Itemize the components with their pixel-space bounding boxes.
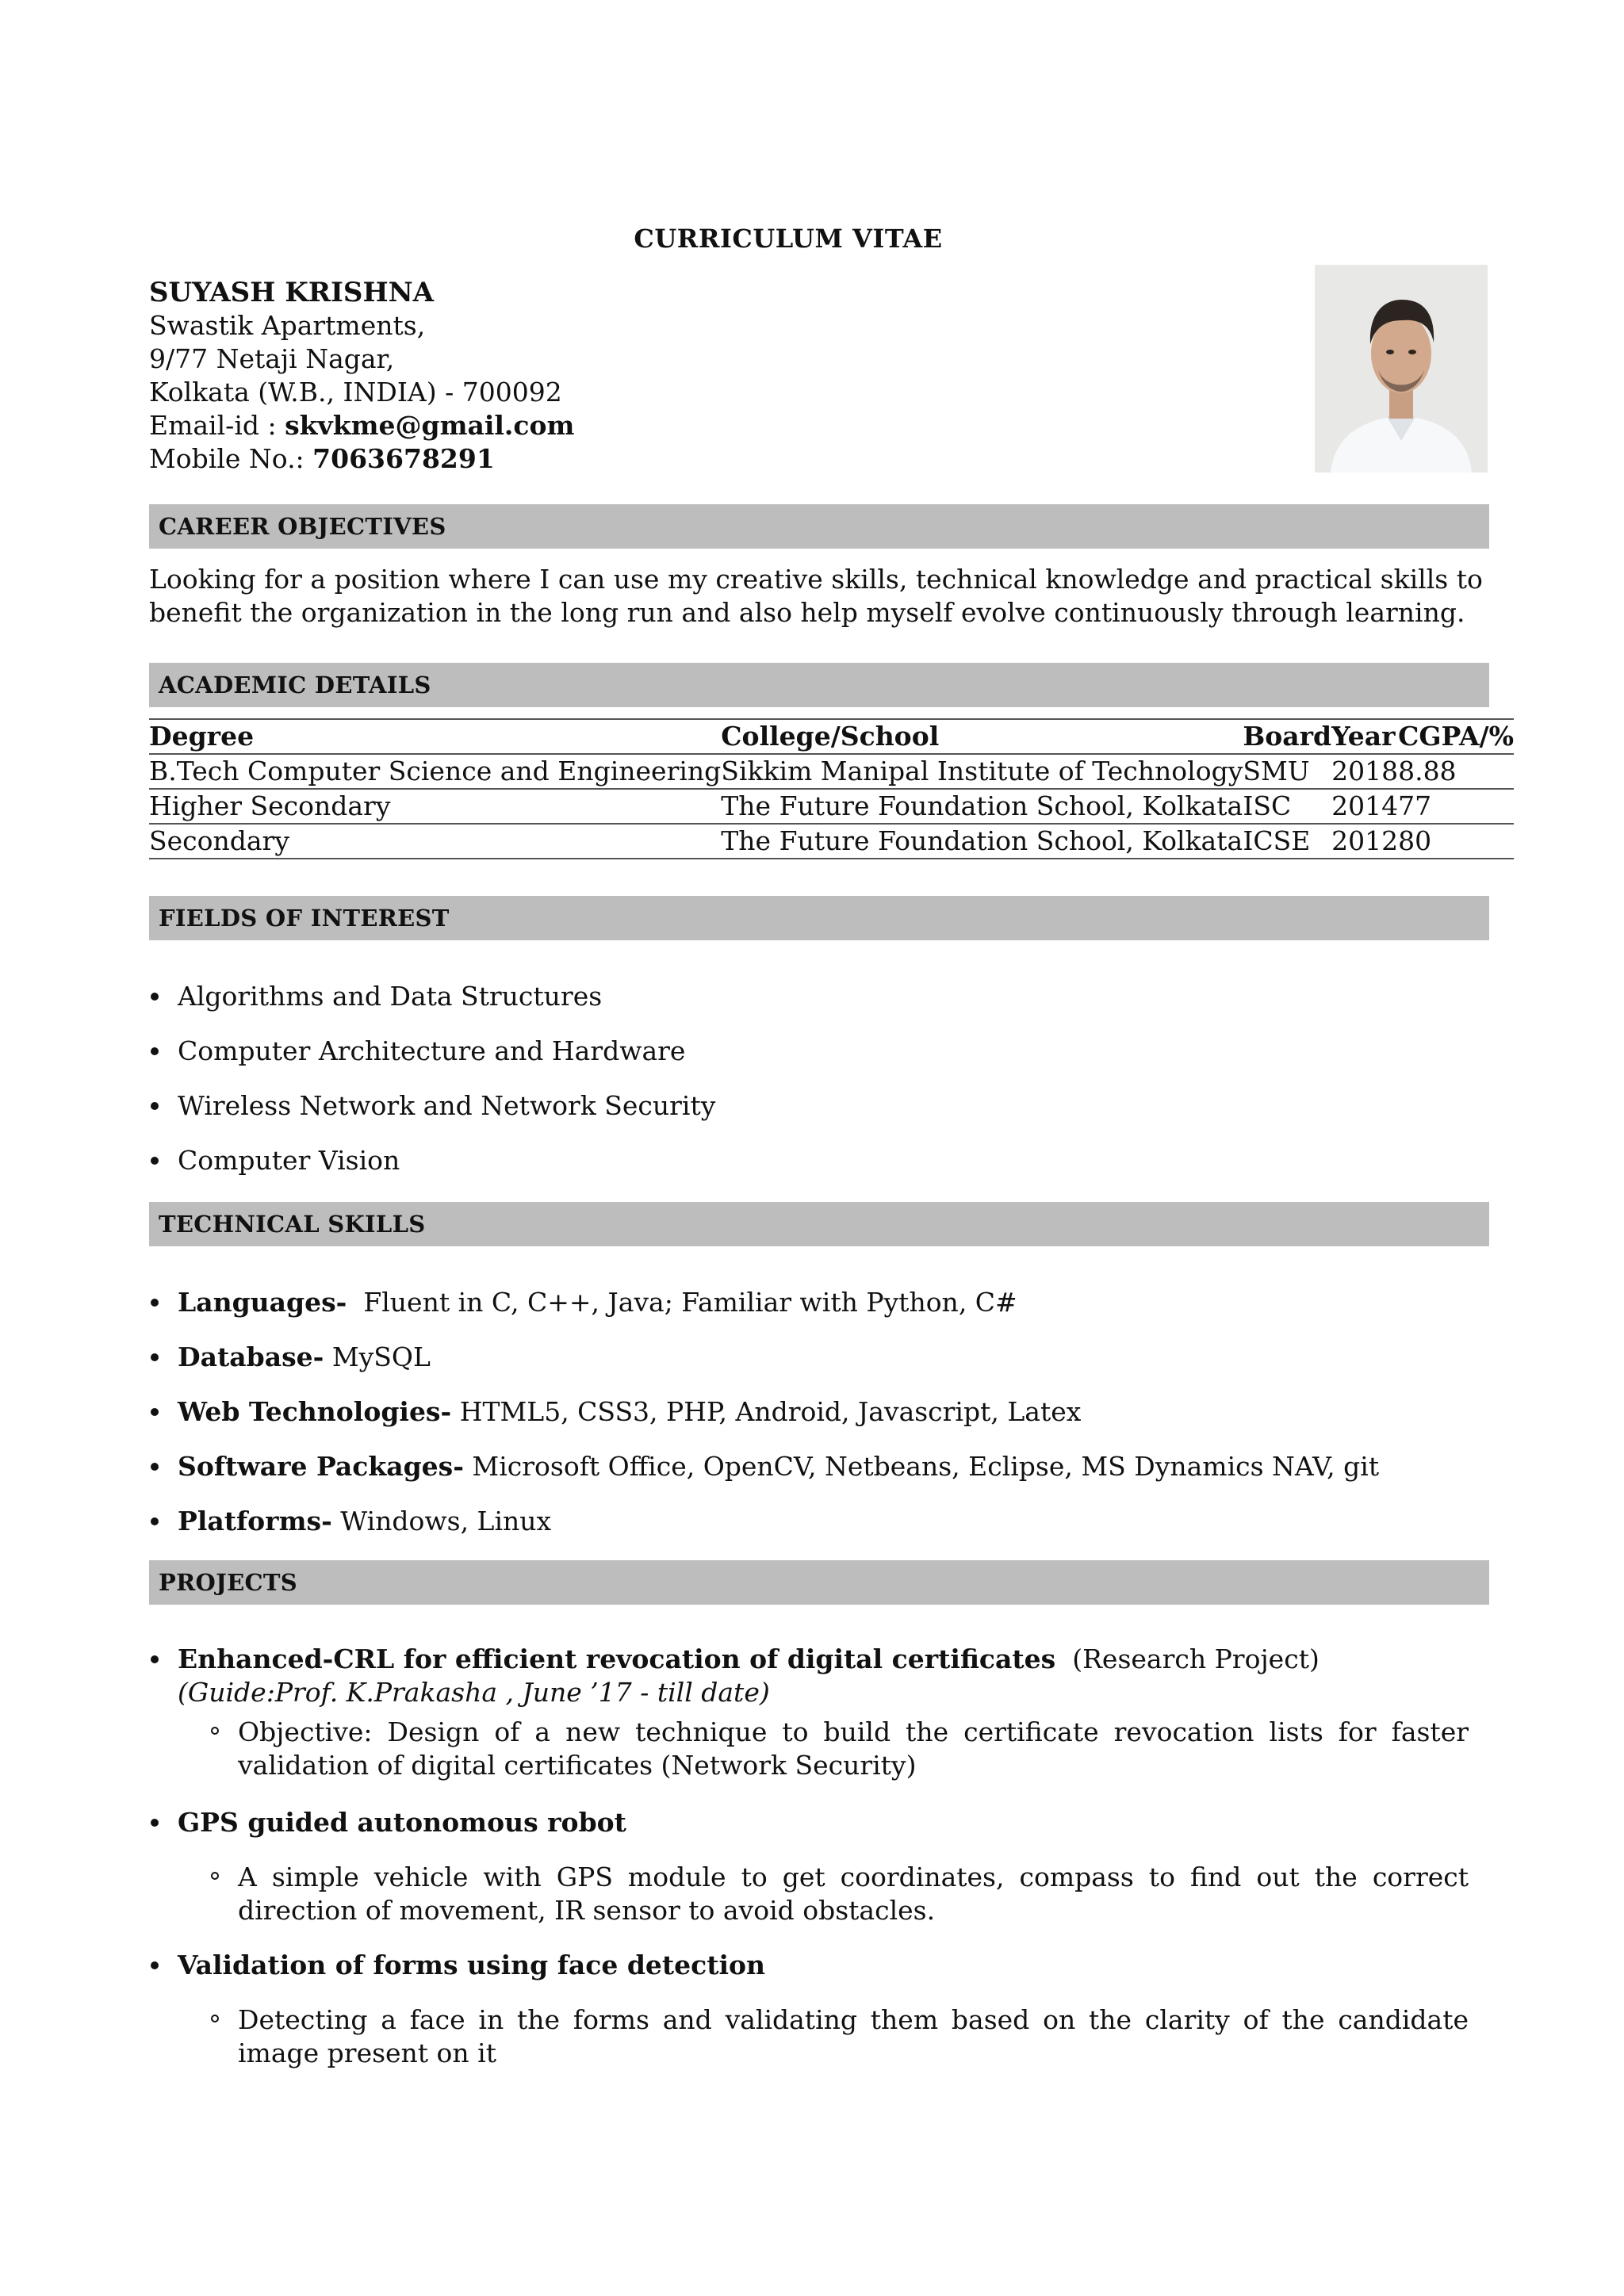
cgpa-cell: 77 [1398,790,1432,821]
project-detail-text: Detecting a face in the forms and validating them based on the clarity of the candidate image present on it [238,2004,1469,2068]
degree-cell: B.Tech Computer Science and Engineering [149,756,722,786]
bullet-icon [151,1299,159,1307]
sub-bullet-icon [211,1872,219,1880]
project-detail [149,1861,1469,1927]
project-title: Validation of forms using face detection [178,1950,766,1980]
skill-label: Web Technologies- [178,1396,452,1427]
board-cell: ISC [1243,790,1292,821]
mobile-value: 7063678291 [312,443,495,474]
board-cell: SMU [1243,756,1310,786]
field-text: Computer Vision [178,1145,400,1176]
col-cgpa: CGPA/% [1398,721,1514,752]
section-fields-of-interest: FIELDS OF INTEREST [149,896,1489,940]
year-cell: 2014 [1331,790,1399,821]
section-career-objectives: CAREER OBJECTIVES [149,504,1489,549]
project-detail [149,1716,1469,1782]
skill-label: Software Packages- [178,1451,464,1482]
section-academic-details: ACADEMIC DETAILS [149,663,1489,707]
bullet-icon [151,1102,159,1110]
project-title-line [149,1643,1497,1676]
cgpa-cell: 80 [1398,825,1432,856]
profile-photo [1315,265,1488,473]
address-line-1: Swastik Apartments, [149,310,426,341]
mobile-label: Mobile No.: [149,443,313,474]
list-item [149,1341,1497,1374]
col-degree: Degree [149,721,255,752]
project-detail [149,2003,1469,2070]
college-cell: The Future Foundation School, Kolkata [721,790,1243,821]
academic-table-header [149,719,1514,754]
mobile-line [149,442,574,476]
list-item [149,1286,1497,1319]
list-item [149,1144,1497,1177]
list-item [149,1035,1497,1068]
field-text: Algorithms and Data Structures [178,981,603,1012]
field-text: Wireless Network and Network Security [178,1090,716,1121]
project-detail-text: Objective: Design of a new technique to build the certificate revocation lists for faster validation of digital certificates (Network Security) [238,1716,1469,1781]
bullet-icon [151,1408,159,1416]
list-item [149,1089,1497,1123]
list-item [149,1395,1497,1429]
skill-label: Languages- [178,1287,347,1318]
contact-block [149,276,574,476]
project-title-line [149,1949,1497,1982]
list-item [149,1505,1497,1538]
skill-value: Fluent in C, C++, Java; Familiar with Python, C# [347,1287,1017,1318]
degree-cell: Secondary [149,825,289,856]
email-line [149,409,574,442]
academic-table [149,718,1514,859]
project-title: GPS guided autonomous robot [178,1807,626,1838]
document-title: CURRICULUM VITAE [634,224,943,254]
profile-photo-image [1315,265,1488,473]
college-cell: The Future Foundation School, Kolkata [721,825,1243,856]
project-title: Enhanced-CRL for efficient revocation of digital certificates [178,1644,1056,1674]
project-item [149,1949,1497,2070]
bullet-icon [151,1463,159,1471]
candidate-name: SUYASH KRISHNA [149,277,435,308]
field-text: Computer Architecture and Hardware [178,1035,686,1066]
project-tag: (Research Project) [1055,1644,1320,1674]
bullet-icon [151,1655,159,1663]
sub-bullet-icon [211,1727,219,1735]
board-cell: ICSE [1243,825,1311,856]
skill-value: HTML5, CSS3, PHP, Android, Javascript, Latex [451,1396,1082,1427]
table-row [149,789,1514,824]
bullet-icon [151,1819,159,1827]
email-label: Email-id : [149,410,285,441]
project-detail-text: A simple vehicle with GPS module to get coordinates, compass to find out the correct direction of movement, IR sensor to avoid obstacles. [238,1862,1469,1926]
skill-value: Windows, Linux [331,1506,552,1536]
skill-value: Microsoft Office, OpenCV, Netbeans, Eclipse, MS Dynamics NAV, git [463,1451,1380,1482]
email-value: skvkme@gmail.com [285,410,575,441]
cgpa-cell: 8.88 [1398,756,1457,786]
bullet-icon [151,1961,159,1969]
project-guide: (Guide:Prof. K.Prakasha , June ’17 - till date) [178,1677,770,1708]
year-cell: 2012 [1331,825,1399,856]
skill-label: Platforms- [178,1506,332,1536]
bullet-icon [151,1353,159,1361]
year-cell: 2018 [1331,756,1399,786]
address-line-2: 9/77 Netaji Nagar, [149,343,395,374]
bullet-icon [151,1157,159,1165]
fields-list [149,980,1497,1199]
col-college: College/School [721,721,940,752]
col-year: Year [1331,721,1396,752]
address-line-3: Kolkata (W.B., INDIA) - 700092 [149,377,562,408]
table-row [149,754,1514,789]
skill-value: MySQL [324,1341,431,1372]
bullet-icon [151,993,159,1001]
college-cell: Sikkim Manipal Institute of Technology [721,756,1243,786]
project-title-line [149,1806,1497,1839]
bullet-icon [151,1047,159,1055]
table-row [149,824,1514,859]
section-technical-skills: TECHNICAL SKILLS [149,1202,1489,1246]
list-item [149,980,1497,1013]
list-item [149,1450,1497,1483]
skills-list [149,1286,1497,1559]
career-objective-text: Looking for a position where I can use my creative skills, technical knowledge and practical skills to benefit the organization in the long run and also help myself evolve continuously through learning. [149,564,1483,628]
skill-label: Database- [178,1341,324,1372]
sub-bullet-icon [211,2015,219,2022]
section-projects: PROJECTS [149,1560,1489,1605]
bullet-icon [151,1517,159,1525]
project-item [149,1806,1497,1927]
project-item [149,1643,1497,1782]
degree-cell: Higher Secondary [149,790,391,821]
col-board: Board [1243,721,1332,752]
